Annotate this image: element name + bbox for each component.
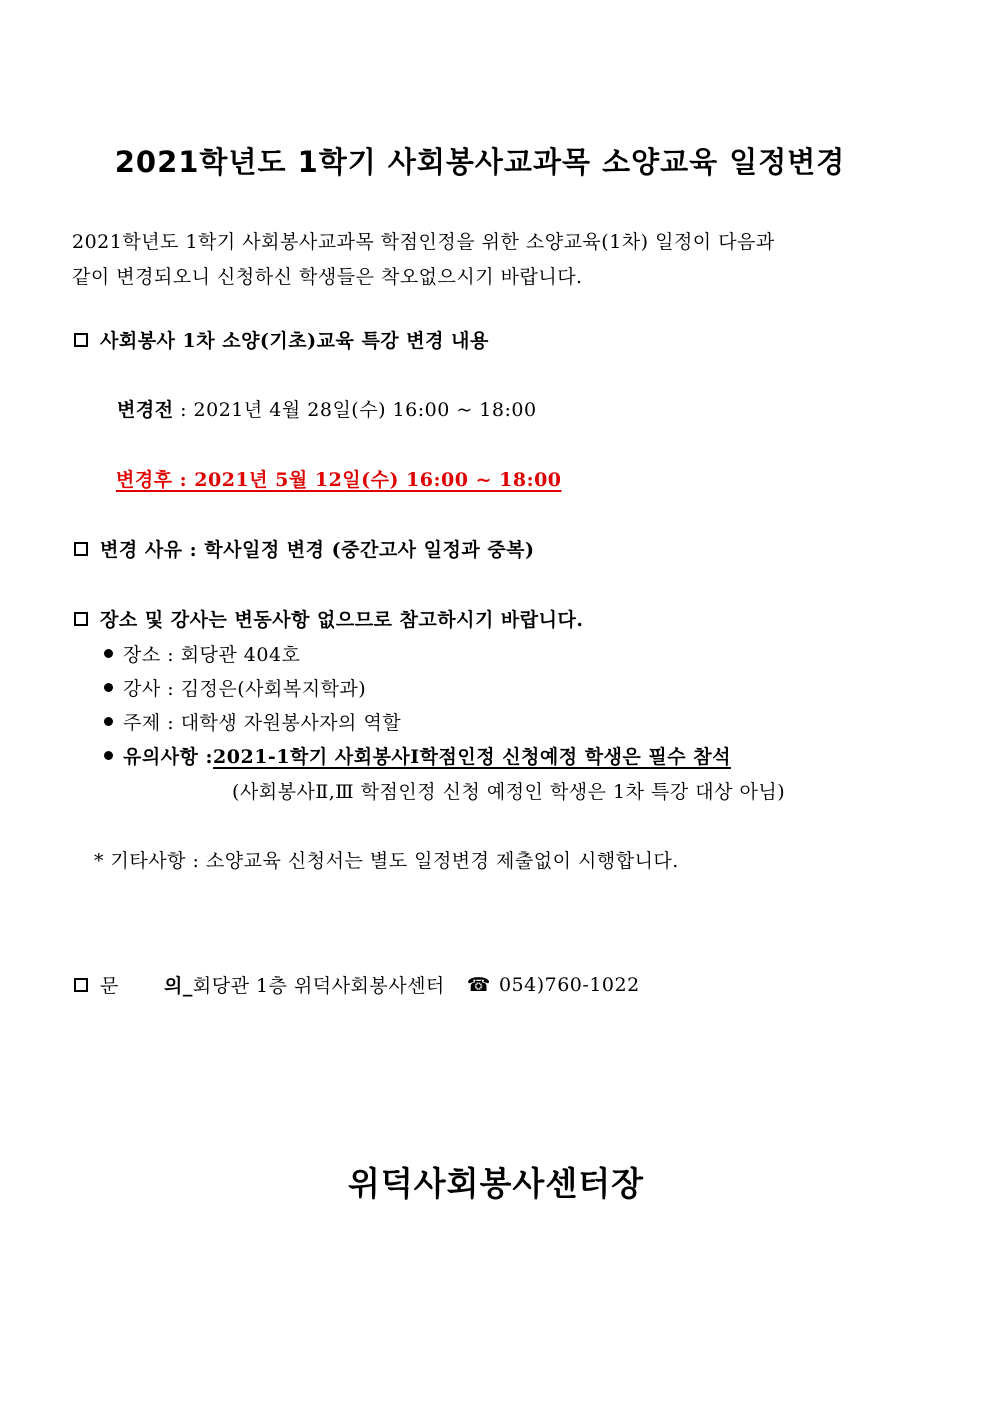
intro-line-1: 2021학년도 1학기 사회봉사교과목 학점인정을 위한 소양교육(1차) 일정이 다음과: [72, 231, 775, 253]
intro-line-2: 같이 변경되오니 신청하신 학생들은 착오없으시기 바랍니다.: [72, 266, 583, 288]
info-item-notice: [104, 742, 731, 769]
info-item-topic: [104, 708, 401, 735]
section-info-heading: [74, 605, 583, 632]
section-reason-text: 변경 사유 : 학사일정 변경 (중간고사 일정과 중복): [100, 539, 535, 561]
bullet-icon: [104, 751, 113, 760]
notice-sub: (사회봉사Ⅱ,Ⅲ 학점인정 신청 예정인 학생은 1차 특강 대상 아님): [232, 781, 786, 803]
bullet-icon: [104, 717, 113, 726]
phone-icon: ☎: [466, 973, 491, 996]
change-after: [104, 465, 562, 492]
contact-line: [74, 971, 640, 998]
info-item-text: 강사 : 김정은(사회복지학과): [123, 678, 367, 700]
info-item-lecturer: [104, 674, 366, 701]
section-reason-heading: [74, 535, 535, 562]
change-before: [117, 395, 537, 422]
etc-note: * 기타사항 : 소양교육 신청서는 별도 일정변경 제출없이 시행합니다.: [94, 850, 679, 872]
checkbox-square-icon: [74, 333, 88, 347]
info-item-text: 장소 : 회당관 404호: [123, 644, 301, 666]
info-item-text: 주제 : 대학생 자원봉사자의 역할: [123, 712, 402, 734]
section-change-heading-text: 사회봉사 1차 소양(기초)교육 특강 변경 내용: [100, 330, 489, 352]
notice-value: 2021-1학기 사회봉사Ⅰ학점인정 신청예정 학생은 필수 참석: [213, 746, 731, 768]
change-before-label: 변경전: [117, 399, 174, 421]
checkbox-square-icon: [74, 978, 88, 992]
info-item-place: [104, 640, 300, 667]
change-before-value: : 2021년 4월 28일(수) 16:00 ~ 18:00: [173, 399, 537, 421]
contact-value: 회당관 1층 위덕사회봉사센터: [192, 975, 445, 997]
document-title: 2021학년도 1학기 사회봉사교과목 소양교육 일정변경: [114, 145, 846, 179]
section-change-heading: [74, 326, 489, 353]
change-after-text: 변경후 : 2021년 5월 12일(수) 16:00 ~ 18:00: [116, 469, 562, 491]
contact-phone: 054)760-1022: [498, 973, 640, 996]
footer-signature: 위덕사회봉사센터장: [348, 1164, 644, 1203]
bullet-icon: [104, 649, 113, 658]
contact-label-b: 의_: [164, 975, 193, 997]
notice-label: 유의사항 :: [123, 746, 214, 768]
checkbox-square-icon: [74, 542, 88, 556]
section-info-heading-text: 장소 및 강사는 변동사항 없으므로 참고하시기 바랍니다.: [100, 609, 584, 631]
bullet-icon: [104, 683, 113, 692]
contact-label-a: 문: [100, 975, 119, 997]
checkbox-square-icon: [74, 612, 88, 626]
